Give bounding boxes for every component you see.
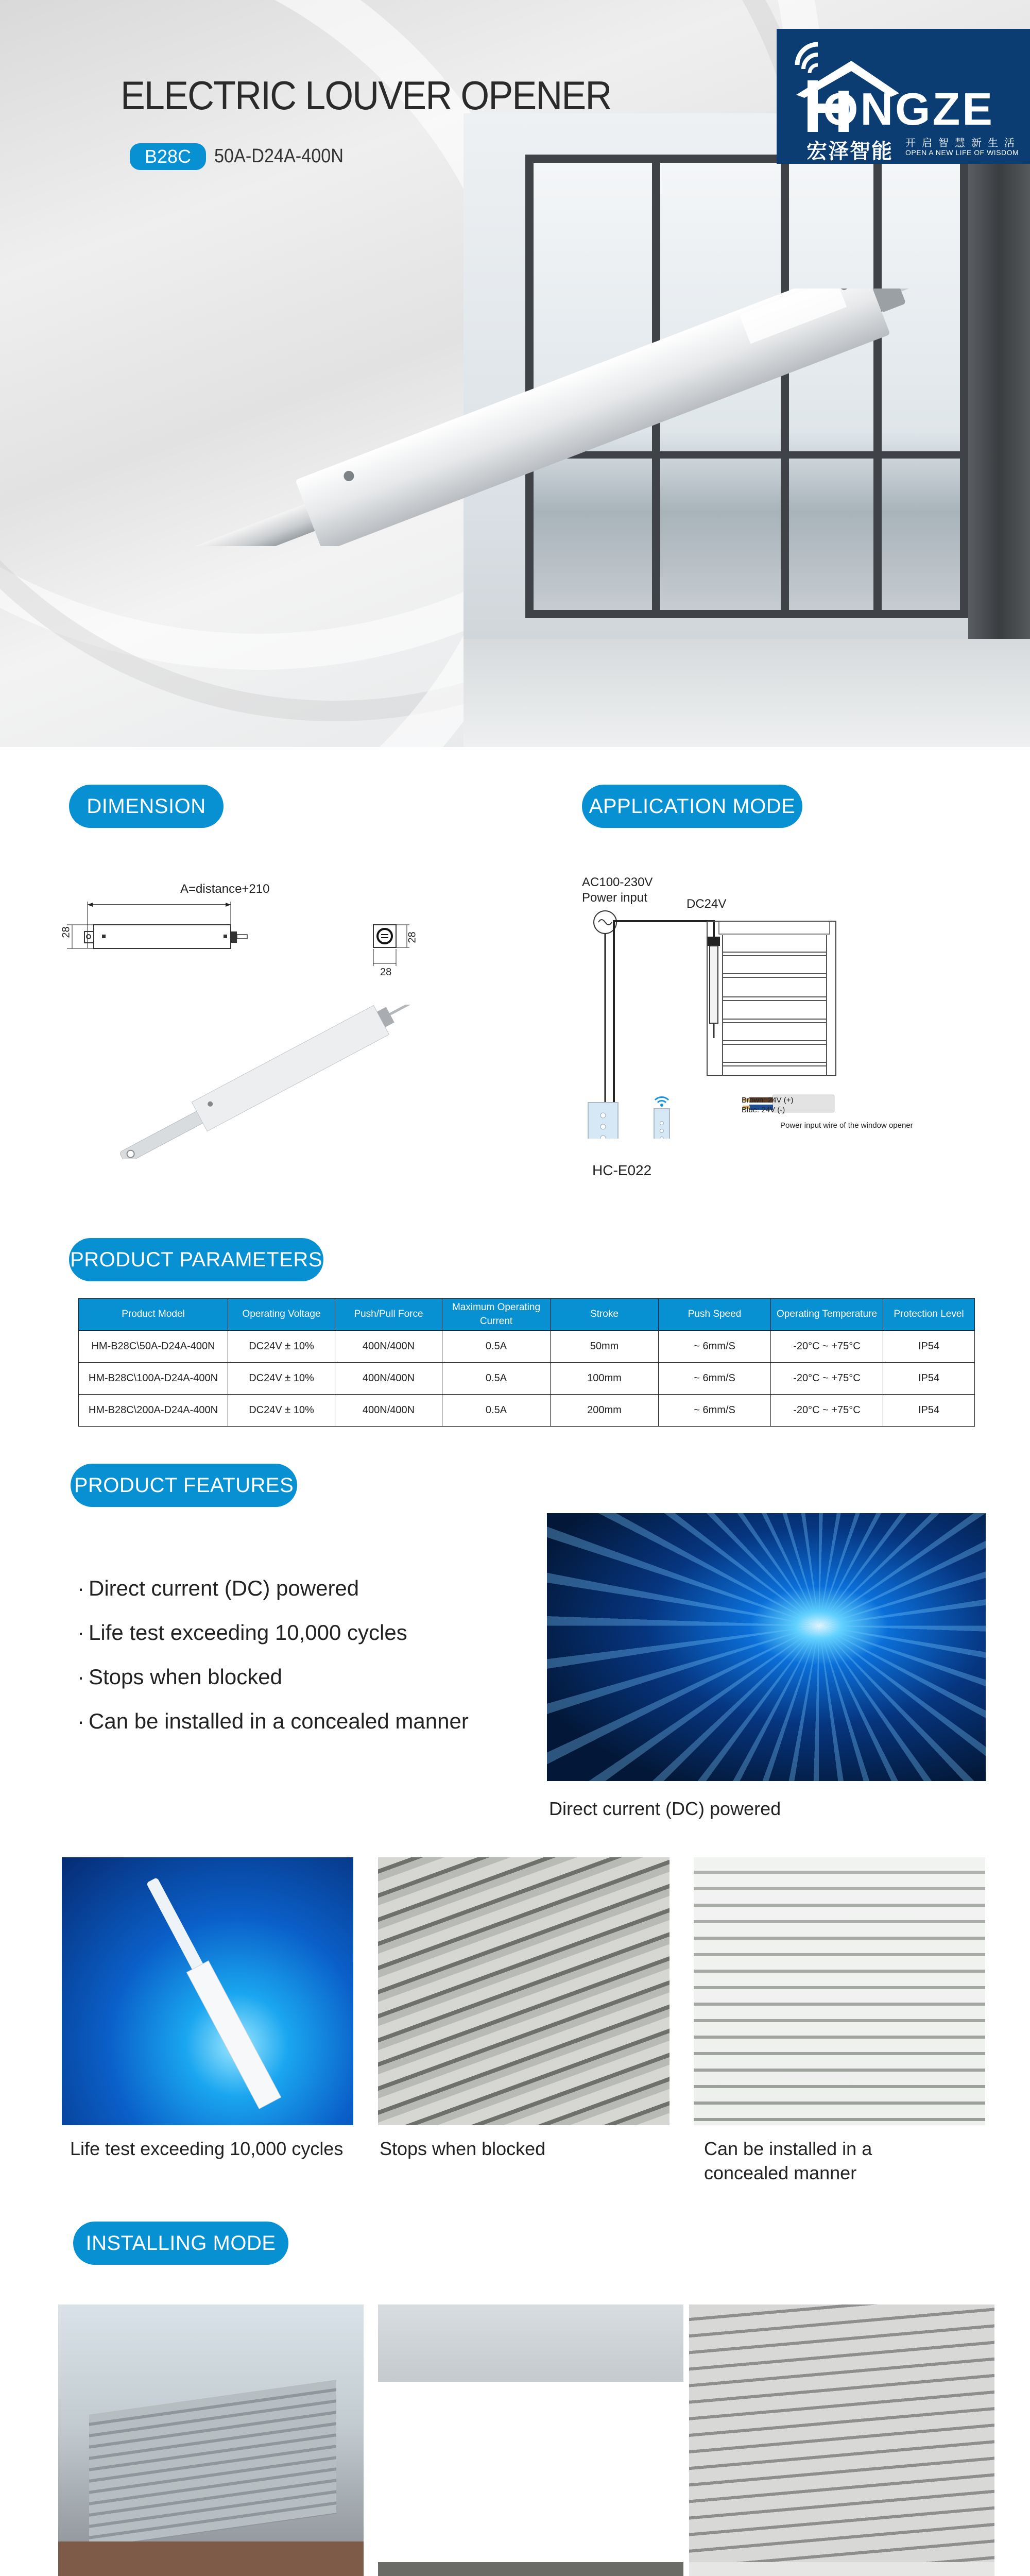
column-header: Operating Voltage xyxy=(228,1299,335,1331)
table-cell: IP54 xyxy=(883,1331,975,1363)
floor xyxy=(464,639,1030,747)
section-pill-product-features: PRODUCT FEATURES xyxy=(71,1464,297,1507)
section-pill-application-mode: APPLICATION MODE xyxy=(582,785,802,828)
table-cell: ~ 6mm/S xyxy=(659,1363,771,1395)
table-cell: DC24V ± 10% xyxy=(228,1395,335,1427)
table-cell: IP54 xyxy=(883,1395,975,1427)
curtain xyxy=(968,113,1030,680)
table-cell: 0.5A xyxy=(442,1363,551,1395)
column-header: Product Model xyxy=(79,1299,228,1331)
column-header: Operating Temperature xyxy=(771,1299,883,1331)
table-cell: ~ 6mm/S xyxy=(659,1395,771,1427)
table-cell: -20°C ~ +75°C xyxy=(771,1363,883,1395)
feature-item: · Can be installed in a concealed manner xyxy=(77,1699,469,1743)
hero-banner xyxy=(0,0,1030,747)
dimension-drawing-side xyxy=(371,922,427,974)
table-row xyxy=(79,1363,975,1395)
installing-photo-3 xyxy=(689,2304,994,2576)
table-cell: 200mm xyxy=(551,1395,659,1427)
dimension-drawing-front xyxy=(62,896,412,974)
feature-image-concealed xyxy=(694,1857,985,2125)
installing-photo-2 xyxy=(378,2304,683,2576)
wireless-signal-icon xyxy=(655,1097,668,1103)
column-header: Stroke xyxy=(551,1299,659,1331)
power-input-label: Power input xyxy=(582,891,647,905)
table-cell: 400N/400N xyxy=(335,1331,442,1363)
table-cell: DC24V ± 10% xyxy=(228,1363,335,1395)
slogan-cn: 开启智慧新生活 xyxy=(905,138,1021,149)
feature-caption-life-test: Life test exceeding 10,000 cycles xyxy=(70,2138,344,2159)
parameters-table xyxy=(78,1298,975,1427)
feature-caption-stops-blocked: Stops when blocked xyxy=(380,2138,546,2159)
side-width-label: 28 xyxy=(380,967,392,978)
table-cell: HM-B28C\200A-D24A-400N xyxy=(79,1395,228,1427)
table-cell: DC24V ± 10% xyxy=(228,1331,335,1363)
wire-blue-label: Blue: 24V (-) xyxy=(742,1106,785,1114)
wall-switch-icon xyxy=(588,1103,618,1139)
section-pill-dimension: DIMENSION xyxy=(69,785,224,828)
column-header: Push Speed xyxy=(659,1299,771,1331)
brand-name: ONGZE xyxy=(823,83,994,134)
section-pill-product-parameters: PRODUCT PARAMETERS xyxy=(69,1238,323,1281)
feature-caption-concealed: Can be installed in a concealed manner xyxy=(704,2138,872,2183)
wire-brown-label: Brown: 24V (+) xyxy=(742,1096,794,1105)
table-cell: ~ 6mm/S xyxy=(659,1331,771,1363)
brand-name-cn: 宏泽智能 xyxy=(806,140,893,163)
height-label: 28 xyxy=(60,926,72,938)
ac-voltage-label: AC100-230V xyxy=(582,875,653,889)
actuator-render xyxy=(62,1857,353,2125)
table-cell: 400N/400N xyxy=(335,1395,442,1427)
model-badge: B28C xyxy=(130,143,206,170)
actuator-product-image xyxy=(93,289,968,546)
brand-logo xyxy=(777,29,1030,164)
table-cell: IP54 xyxy=(883,1363,975,1395)
table-cell: 100mm xyxy=(551,1363,659,1395)
section-pill-installing-mode: INSTALLING MODE xyxy=(73,2222,288,2265)
feature-caption-dc-power: Direct current (DC) powered xyxy=(549,1798,781,1819)
table-row xyxy=(79,1331,975,1363)
table-cell: 0.5A xyxy=(442,1331,551,1363)
feature-item: · Life test exceeding 10,000 cycles xyxy=(77,1611,469,1655)
table-cell: 0.5A xyxy=(442,1395,551,1427)
page-title: ELECTRIC LOUVER OPENER xyxy=(121,73,611,118)
slogan-en: OPEN A NEW LIFE OF WISDOM xyxy=(905,148,1019,157)
actuator-3d-render xyxy=(88,1005,438,1159)
feature-image-stops-blocked xyxy=(378,1857,670,2125)
table-cell: -20°C ~ +75°C xyxy=(771,1395,883,1427)
table-header-row xyxy=(79,1299,975,1331)
table-cell: -20°C ~ +75°C xyxy=(771,1331,883,1363)
column-header: Maximum Operating Current xyxy=(442,1299,551,1331)
feature-image-life-test xyxy=(62,1857,353,2125)
table-cell: 400N/400N xyxy=(335,1363,442,1395)
column-header: Push/Pull Force xyxy=(335,1299,442,1331)
feature-list xyxy=(77,1566,469,1743)
feature-item: · Direct current (DC) powered xyxy=(77,1566,469,1611)
length-formula-label: A=distance+210 xyxy=(180,882,270,896)
feature-item: · Stops when blocked xyxy=(77,1655,469,1699)
side-height-label: 28 xyxy=(406,931,418,943)
switch-model-label: HC-E022 xyxy=(592,1162,652,1178)
feature-image-dc-power xyxy=(547,1513,986,1781)
table-row xyxy=(79,1395,975,1427)
wire-caption: Power input wire of the window opener xyxy=(780,1121,913,1130)
table-cell: 50mm xyxy=(551,1331,659,1363)
table-cell: HM-B28C\50A-D24A-400N xyxy=(79,1331,228,1363)
dc-voltage-label: DC24V xyxy=(686,897,727,911)
table-cell: HM-B28C\100A-D24A-400N xyxy=(79,1363,228,1395)
installing-photo-1 xyxy=(58,2304,364,2576)
column-header: Protection Level xyxy=(883,1299,975,1331)
model-code: 50A-D24A-400N xyxy=(214,145,344,167)
